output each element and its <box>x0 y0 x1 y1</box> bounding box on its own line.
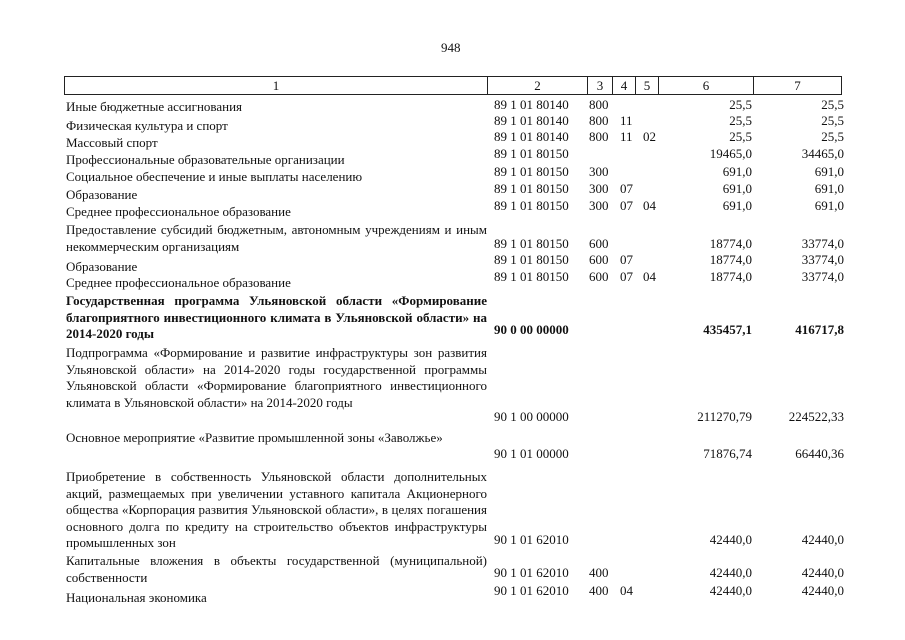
row-vr: 800 <box>589 97 609 112</box>
row-name: Социальное обеспечение и иные выплаты населению <box>66 169 363 184</box>
row-csr: 89 1 01 80140 <box>494 129 569 144</box>
row-name: Образование <box>66 187 138 202</box>
row-value-7: 42440,0 <box>801 532 844 547</box>
row-vr: 800 <box>589 129 609 144</box>
row-value-6: 18774,0 <box>709 269 752 284</box>
row-value-7: 33774,0 <box>801 236 844 251</box>
row-value-7: 25,5 <box>821 113 844 128</box>
row-value-7: 416717,8 <box>795 322 844 337</box>
row-csr: 90 1 01 00000 <box>494 446 569 461</box>
row-vr: 300 <box>589 181 609 196</box>
row-value-7: 42440,0 <box>801 565 844 580</box>
row-vr: 400 <box>589 565 609 580</box>
row-value-7: 33774,0 <box>801 269 844 284</box>
row-pr: 04 <box>643 198 656 213</box>
header-col-4: 4 <box>612 76 636 95</box>
row-value-6: 42440,0 <box>709 532 752 547</box>
row-csr: 90 1 01 62010 <box>494 532 569 547</box>
row-name: Государственная программа Ульяновской области «Формирование благоприятного инвестиционного климата в Ульяновской области» на 2014-2020 годы <box>66 293 487 341</box>
row-value-7: 25,5 <box>821 97 844 112</box>
row-value-6: 25,5 <box>729 113 752 128</box>
row-value-6: 19465,0 <box>709 146 752 161</box>
row-rz: 07 <box>620 252 633 267</box>
row-name: Среднее профессиональное образование <box>66 275 291 290</box>
row-name: Иные бюджетные ассигнования <box>66 99 243 114</box>
row-rz: 11 <box>620 113 633 128</box>
row-csr: 89 1 01 80140 <box>494 97 569 112</box>
row-value-6: 691,0 <box>722 198 752 213</box>
row-name: Профессиональные образовательные организации <box>66 152 345 167</box>
row-csr: 89 1 01 80150 <box>494 146 569 161</box>
row-value-6: 18774,0 <box>709 236 752 251</box>
row-name: Образование <box>66 259 138 274</box>
header-col-1: 1 <box>64 76 488 95</box>
row-value-6: 42440,0 <box>709 565 752 580</box>
row-name: Капитальные вложения в объекты государственной (муниципальной) собственности <box>66 553 487 585</box>
header-col-7: 7 <box>753 76 842 95</box>
header-col-6: 6 <box>658 76 754 95</box>
row-vr: 400 <box>589 583 609 598</box>
row-csr: 89 1 01 80150 <box>494 236 569 251</box>
row-value-6: 71876,74 <box>703 446 752 461</box>
row-value-7: 691,0 <box>814 164 844 179</box>
row-csr: 89 1 01 80150 <box>494 252 569 267</box>
row-csr: 89 1 01 80140 <box>494 113 569 128</box>
row-value-7: 42440,0 <box>801 583 844 598</box>
row-vr: 600 <box>589 236 609 251</box>
row-csr: 89 1 01 80150 <box>494 269 569 284</box>
row-value-7: 33774,0 <box>801 252 844 267</box>
page-number: 948 <box>441 40 461 55</box>
row-vr: 600 <box>589 269 609 284</box>
row-rz: 07 <box>620 198 633 213</box>
row-csr: 90 1 01 62010 <box>494 565 569 580</box>
row-name: Предоставление субсидий бюджетным, автономным учреждениям и иным некоммерческим организациям <box>66 222 487 254</box>
row-name: Массовый спорт <box>66 135 158 150</box>
row-value-6: 211270,79 <box>697 409 752 424</box>
row-value-7: 224522,33 <box>788 409 844 424</box>
row-name: Физическая культура и спорт <box>66 118 228 133</box>
row-csr: 89 1 01 80150 <box>494 164 569 179</box>
row-value-7: 691,0 <box>814 181 844 196</box>
header-col-5: 5 <box>635 76 659 95</box>
row-name: Среднее профессиональное образование <box>66 204 291 219</box>
row-value-7: 691,0 <box>814 198 844 213</box>
row-vr: 300 <box>589 164 609 179</box>
row-value-6: 435457,1 <box>703 322 752 337</box>
row-value-6: 42440,0 <box>709 583 752 598</box>
header-col-3: 3 <box>587 76 613 95</box>
row-value-7: 25,5 <box>821 129 844 144</box>
row-rz: 04 <box>620 583 633 598</box>
row-value-7: 66440,36 <box>795 446 844 461</box>
row-csr: 90 1 01 62010 <box>494 583 569 598</box>
row-name: Подпрограмма «Формирование и развитие инфраструктуры зон развития Ульяновской области» на 2014-2020 годы государственной программы Ульяновской области «Формирование благоприятного инвестиционного климата в Ульяновской области» на 2014-2020 годы <box>66 345 487 410</box>
row-csr: 89 1 01 80150 <box>494 198 569 213</box>
row-name: Национальная экономика <box>66 590 207 605</box>
row-value-6: 691,0 <box>722 164 752 179</box>
row-value-6: 18774,0 <box>709 252 752 267</box>
header-col-2: 2 <box>487 76 588 95</box>
row-vr: 600 <box>589 252 609 267</box>
row-rz: 11 <box>620 129 633 144</box>
row-value-6: 25,5 <box>729 97 752 112</box>
row-name: Приобретение в собственность Ульяновской области дополнительных акций, размещаемых при увеличении уставного капитала Акционерного общества «Корпорация развития Ульяновской области», в целях погашения основного долга по кредиту на строительство объектов инфраструктуры промышленных зон <box>66 469 487 550</box>
row-csr: 89 1 01 80150 <box>494 181 569 196</box>
row-csr: 90 0 00 00000 <box>494 322 569 337</box>
row-rz: 07 <box>620 181 633 196</box>
row-pr: 04 <box>643 269 656 284</box>
row-rz: 07 <box>620 269 633 284</box>
row-value-6: 691,0 <box>722 181 752 196</box>
row-csr: 90 1 00 00000 <box>494 409 569 424</box>
row-name: Основное мероприятие «Развитие промышленной зоны «Заволжье» <box>66 430 443 445</box>
row-vr: 800 <box>589 113 609 128</box>
row-pr: 02 <box>643 129 656 144</box>
row-value-6: 25,5 <box>729 129 752 144</box>
row-vr: 300 <box>589 198 609 213</box>
row-value-7: 34465,0 <box>801 146 844 161</box>
